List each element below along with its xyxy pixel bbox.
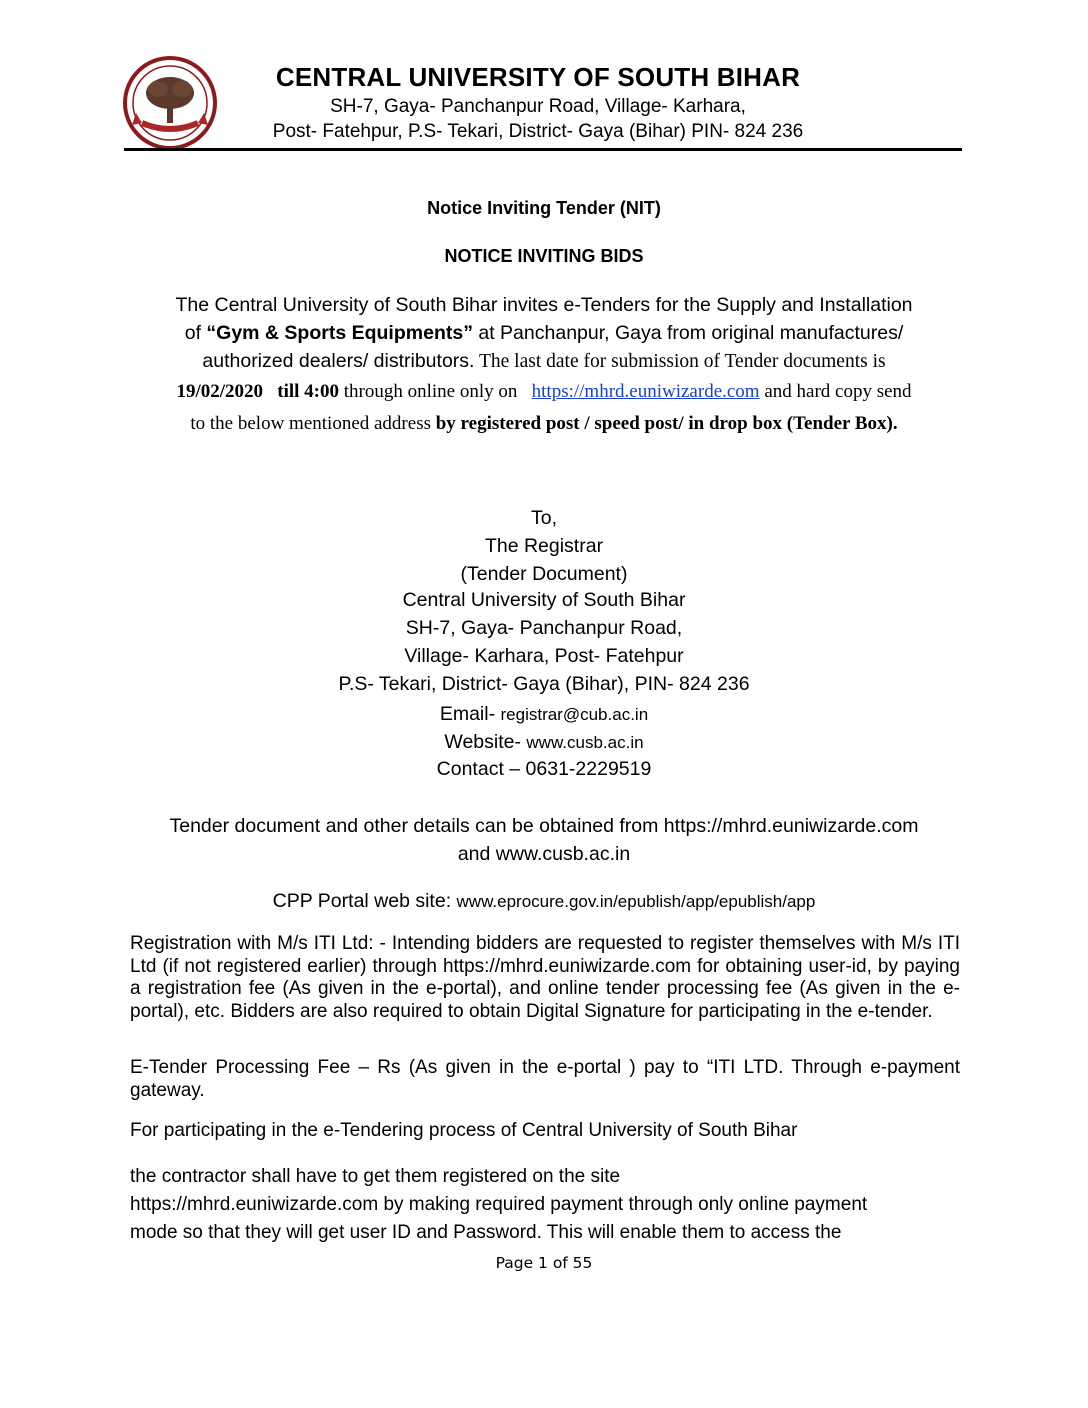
address-university: Central University of South Bihar bbox=[402, 589, 686, 611]
cpp-label: CPP Portal web site: bbox=[272, 890, 457, 912]
intro-text: at Panchanpur, Gaya from original manufactures/ bbox=[472, 322, 904, 344]
intro-line1: The Central University of South Bihar invites e-Tenders for the Supply and Installation bbox=[175, 294, 913, 316]
intro-text: The last date for submission of Tender documents is bbox=[474, 351, 886, 372]
details-line1: Tender document and other details can be obtained from https://mhrd.euniwizarde.com bbox=[169, 815, 919, 837]
intro-text: and hard copy send bbox=[759, 381, 912, 402]
website-value: www.cusb.ac.in bbox=[526, 733, 644, 752]
website-label: Website- bbox=[444, 731, 527, 753]
details-line2: and www.cusb.ac.in bbox=[457, 843, 631, 865]
address-website bbox=[0, 731, 1088, 754]
euniwizarde-link[interactable]: https://mhrd.euniwizarde.com bbox=[531, 381, 760, 402]
tender-subject: “Gym & Sports Equipments” bbox=[206, 322, 473, 344]
contractor-line1: the contractor shall have to get them registered on the site bbox=[130, 1166, 621, 1187]
address-email bbox=[0, 703, 1088, 726]
university-name: CENTRAL UNIVERSITY OF SOUTH BIHAR bbox=[275, 62, 801, 92]
intro-text: of bbox=[184, 322, 207, 344]
intro-text: through online only on bbox=[339, 381, 523, 402]
address-contact: Contact – 0631-2229519 bbox=[436, 758, 652, 780]
last-date: 19/02/2020 bbox=[176, 381, 263, 402]
address-district: P.S- Tekari, District- Gaya (Bihar), PIN- 824 236 bbox=[338, 673, 750, 695]
header-address-line2: Post- Fatehpur, P.S- Tekari, District- Gaya (Bihar) PIN- 824 236 bbox=[272, 121, 804, 142]
registration-paragraph: Registration with M/s ITI Ltd: - Intending bidders are requested to register themselves with M/s ITI Ltd (if not registered earlier) through https://mhrd.euniwizarde.com for obtaining user-id, by paying a registration fee (As given in the e-portal), and online tender processing fee (As given in the e-portal), etc. Bidders are also required to obtain Digital Signature for participating in the e-tender. bbox=[130, 933, 960, 1022]
intro-text: to the below mentioned address bbox=[190, 413, 436, 434]
cpp-portal bbox=[0, 890, 1088, 913]
address-tender-document: (Tender Document) bbox=[460, 563, 628, 585]
address-registrar: The Registrar bbox=[484, 535, 604, 557]
contractor-line3: mode so that they will get user ID and Password. This will enable them to access the bbox=[130, 1222, 842, 1243]
contractor-line2: https://mhrd.euniwizarde.com by making required payment through only online payment bbox=[130, 1194, 868, 1215]
email-label: Email- bbox=[439, 703, 501, 725]
title-bids: NOTICE INVITING BIDS bbox=[444, 246, 644, 266]
address-village: Village- Karhara, Post- Fatehpur bbox=[404, 645, 684, 667]
last-time: till 4:00 bbox=[277, 381, 339, 402]
email-value: registrar@cub.ac.in bbox=[500, 705, 649, 724]
fee-paragraph: E-Tender Processing Fee – Rs (As given in the e-portal ) pay to “ITI LTD. Through e-payment gateway. bbox=[130, 1057, 960, 1101]
intro-line5 bbox=[110, 413, 978, 435]
address-to: To, bbox=[530, 507, 557, 529]
address-road: SH-7, Gaya- Panchanpur Road, bbox=[405, 617, 683, 639]
page-number: Page 1 of 55 bbox=[495, 1254, 593, 1272]
header-address-line1: SH-7, Gaya- Panchanpur Road, Village- Karhara, bbox=[330, 96, 746, 117]
header-divider bbox=[124, 148, 962, 151]
intro-line2 bbox=[110, 322, 978, 345]
intro-line3 bbox=[110, 350, 978, 373]
intro-line4 bbox=[110, 381, 978, 403]
cpp-url: www.eprocure.gov.in/epublish/app/epublish/app bbox=[456, 892, 816, 911]
participating-paragraph: For participating in the e-Tendering process of Central University of South Bihar bbox=[130, 1120, 798, 1141]
title-nit: Notice Inviting Tender (NIT) bbox=[427, 198, 661, 218]
university-logo-icon bbox=[122, 55, 218, 151]
intro-text: authorized dealers/ distributors. bbox=[202, 350, 475, 372]
submission-mode: by registered post / speed post/ in drop box (Tender Box). bbox=[435, 413, 898, 434]
